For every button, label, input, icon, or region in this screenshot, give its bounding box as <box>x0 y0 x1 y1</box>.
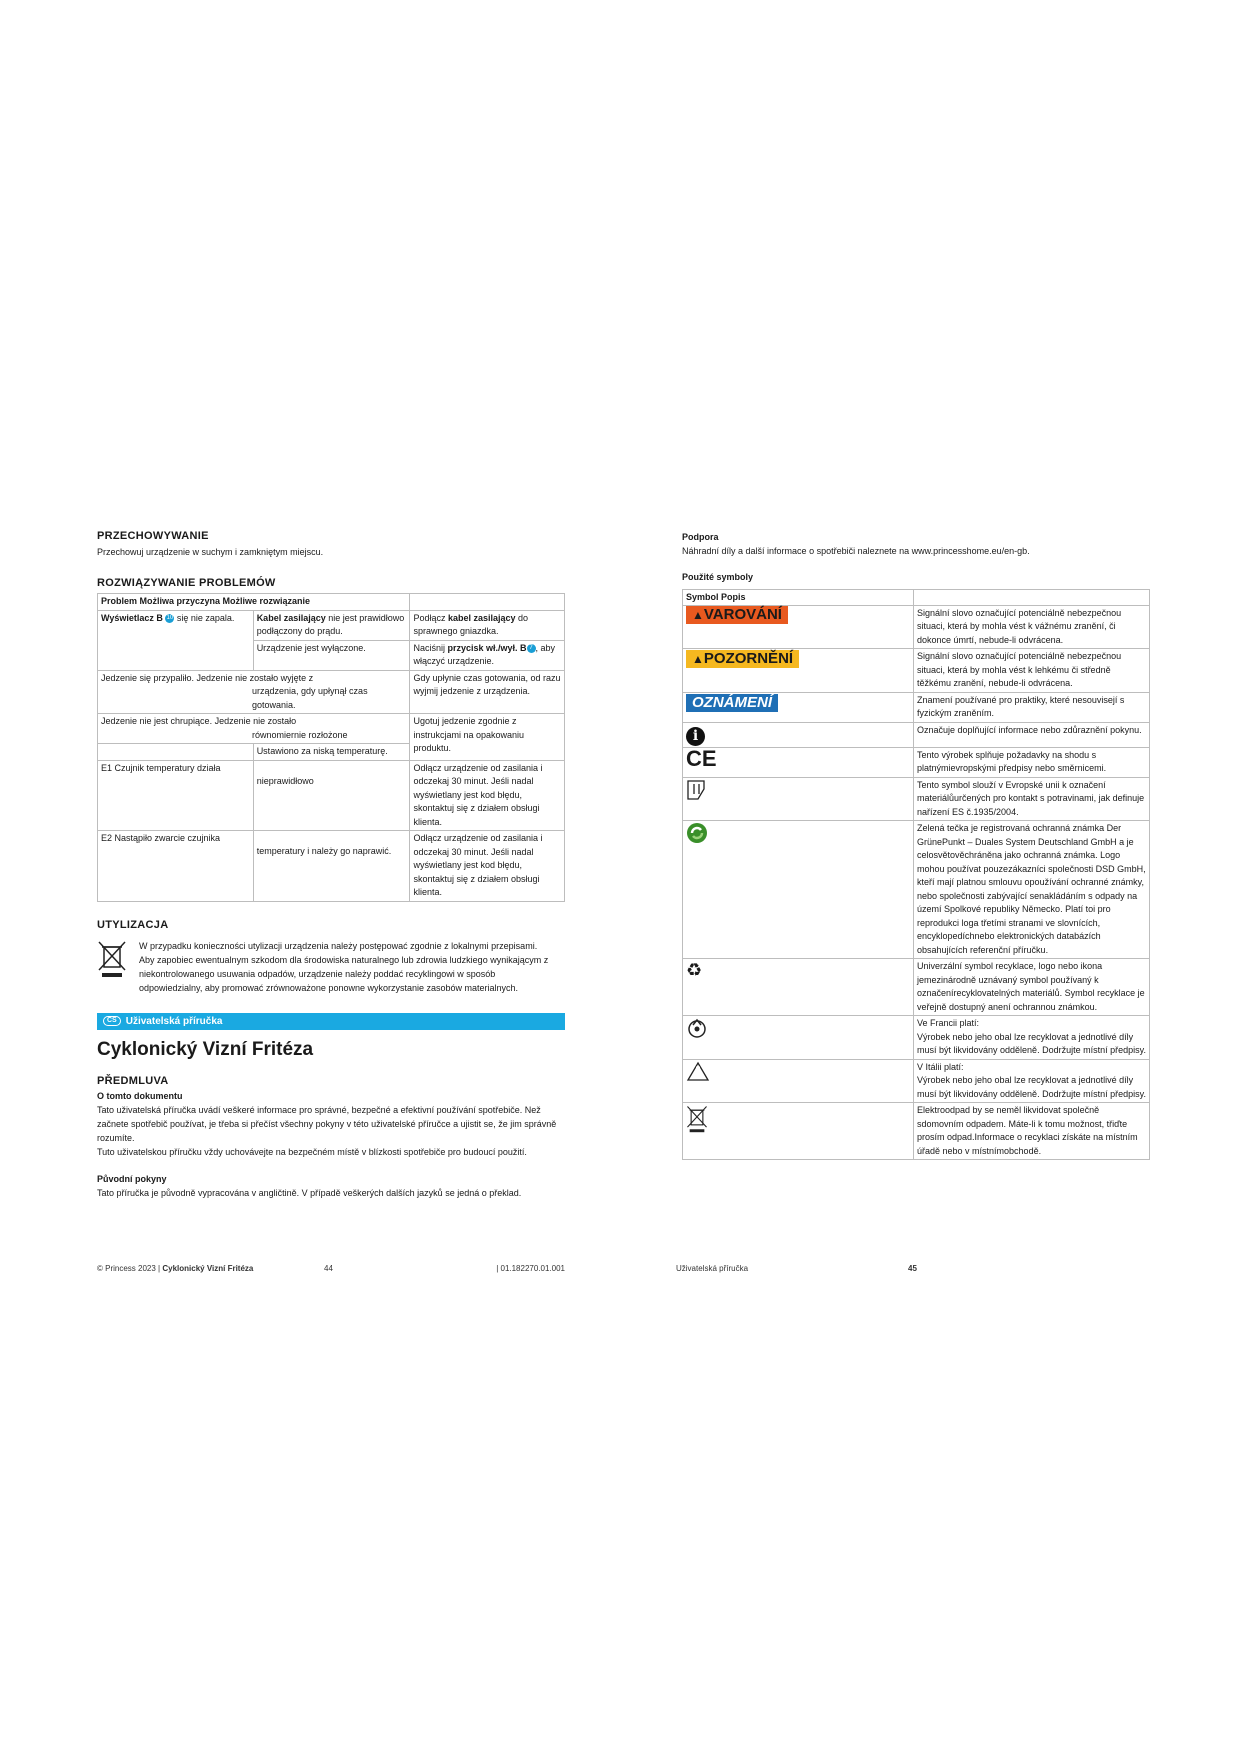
caution-signal-word: ▲POZORNĚNÍ <box>686 650 799 668</box>
table-row: ▲POZORNĚNÍ Signální slovo označující potenciálně nebezpečnou situaci, která by mohla vést k lehkému či středně těžkému zranění, nebude-li odvrácena. <box>683 649 1150 693</box>
support-heading: Podpora <box>682 532 719 542</box>
preface-heading: PŘEDMLUVA <box>97 1074 169 1087</box>
table-row <box>98 831 565 902</box>
table-row: Tento symbol slouží v Evropské unii k označení materiálůurčených pro kontakt s potravinami, jak definuje nařízení ES č.1935/2004. <box>683 777 1150 821</box>
troubleshooting-heading: ROZWIĄZYWANIE PROBLEMÓW <box>97 577 276 589</box>
green-dot-icon <box>686 822 708 844</box>
symbols-heading: Použité symboly <box>682 572 754 582</box>
support-text: Náhradní díly a další informace o spotřebiči naleznete na www.princesshome.eu/en-gb. <box>682 546 1030 556</box>
table-row: CE Tento výrobek splňuje požadavky na shodu s platnýmievropskými předpisy nebo směrnicemi. <box>683 747 1150 777</box>
preface-subheading: O tomto dokumentu <box>97 1090 183 1101</box>
right-page <box>682 530 1150 1160</box>
symbols-table <box>682 589 1150 1160</box>
page-number: 45 <box>908 1264 917 1273</box>
ce-mark-icon: CE <box>686 745 717 771</box>
table-row: Ve Francii platí: Výrobek nebo jeho obal lze recyklovat a jednotlivé díly musí být likvidovány odděleně. Dodržujte místní předpisy. <box>683 1016 1150 1060</box>
storage-text: Przechowuj urządzenie w suchym i zamkniętym miejscu. <box>97 547 324 557</box>
warning-signal-word: ▲VAROVÁNÍ <box>686 606 788 624</box>
banner-label: Uživatelská příručka <box>125 1015 223 1027</box>
table-row <box>98 714 565 744</box>
cause-cell: Kabel zasilający nie jest prawidłowo podłączony do prądu. <box>253 610 410 640</box>
problem-cell: E1 Czujnik temperatury działa <box>98 760 254 831</box>
page-number: 44 <box>324 1264 333 1273</box>
language-banner <box>97 1013 565 1030</box>
disposal-text: W przypadku konieczności utylizacji urządzenia należy postępować zgodnie z lokalnymi przepisami. Aby zapobiec ewentualnym szkodom dla środowiska naturalnego lub zdrowia ludzkiego wynikającym z niekontrolowanego usuwania odpadów, urządzenie należy poddać recyklingowi w sposób odpowiedzialny, aby promować zrównoważone ponowne wykorzystanie zasobów materialnych. <box>139 940 549 993</box>
button-marker-icon: 10 <box>166 614 174 621</box>
info-icon: i <box>686 727 705 746</box>
original-instructions-heading: Původní pokyny <box>97 1173 167 1184</box>
storage-heading: PRZECHOWYWANIE <box>97 530 209 542</box>
table-row: ♻ Univerzální symbol recyklace, logo nebo ikona jemezinárodně uznávaný symbol používaný k označenírecyklovatelných materiálů. Symbol recyklace je veřejně dostupný anení ochrannou známkou. <box>683 959 1150 1016</box>
weee-bin-icon <box>97 939 139 995</box>
problem-cell: Wyświetlacz B 10 się nie zapala. <box>98 610 254 670</box>
left-page <box>97 530 565 1200</box>
table-header-row <box>98 594 565 611</box>
language-badge: CS <box>103 1016 121 1026</box>
solution-cell: Gdy upłynie czas gotowania, od razu wyjmij jedzenie z urządzenia. <box>410 670 565 714</box>
notice-signal-word: OZNÁMENÍ <box>686 694 778 712</box>
original-instructions-text: Tato příručka je původně vypracována v angličtině. V případě veškerých dalších jazyků se jedná o překlad. <box>97 1187 522 1198</box>
table-row <box>98 670 565 714</box>
preface-paragraph: Tuto uživatelskou příručku vždy uchovávejte na bezpečném místě v blízkosti spotřebiče pro budoucí použití. <box>97 1146 527 1157</box>
page-title: Cyklonický Vizní Fritéza <box>97 1038 314 1060</box>
disposal-block <box>97 939 565 995</box>
problem-cell: E2 Nastąpiło zwarcie czujnika <box>98 831 254 902</box>
triman-icon <box>686 1017 708 1039</box>
problem-cell: Jedzenie nie jest chrupiące. Jedzenie nie zostało równomiernie rozłożone <box>98 714 410 744</box>
disposal-heading: UTYLIZACJA <box>97 918 169 931</box>
table-row: i Označuje doplňující informace nebo zdůraznění pokynu. <box>683 722 1150 747</box>
table-row: ▲VAROVÁNÍ Signální slovo označující potenciálně nebezpečnou situaci, která by mohla vést k vážnému zranění, či dokonce úmrtí, nebude-li odvrácena. <box>683 605 1150 649</box>
troubleshooting-table <box>97 593 565 902</box>
solution-cell: Odłącz urządzenie od zasilania i odczekaj 30 minut. Jeśli nadal wyświetlany jest kod błędu, skontaktuj się z działem obsługi klienta. <box>410 760 565 831</box>
right-footer: Uživatelská příručka 45 <box>676 1264 917 1273</box>
cause-cell: Ustawiono za niską temperaturę. <box>253 744 410 761</box>
table-row: Zelená tečka je registrovaná ochranná známka Der GrünePunkt – Duales System Deutschland GmbH a je celosvětověchráněna jako ochranná známka. Logo mohou používat pouzezákazníci společnosti DSD GmbH, kteří mají platnou smlouvu opoužívání ochranné známky, nebo společnosti zabývající senakládáním s odpady na území Spolkové republiky Německo. Platí toi pro reprodukci loga třetími stranami ve slovnících, encyklopedíchnebo elektronických databázích obsahujících referenční příručku. <box>683 821 1150 959</box>
table-row <box>98 610 565 640</box>
button-marker-icon: 7 <box>527 644 536 653</box>
table-row: V Itálii platí: Výrobek nebo jeho obal lze recyklovat a jednotlivé díly musí být likvidovány odděleně. Dodržujte místní předpisy. <box>683 1059 1150 1103</box>
table-row: OZNÁMENÍ Znamení používané pro praktiky, které nesouvisejí s fyzickým zraněním. <box>683 692 1150 722</box>
document-code: | 01.182270.01.001 <box>496 1264 565 1273</box>
recycle-icon: ♻ <box>686 960 703 980</box>
solution-cell: Ugotuj jedzenie zgodnie z instrukcjami na opakowaniu produktu. <box>410 714 565 761</box>
solution-cell: Naciśnij przycisk wł./wył. B 7 , aby włączyć urządzenie. <box>410 640 565 670</box>
preface-paragraph: Tato uživatelská příručka uvádí veškeré informace pro správné, bezpečné a efektivní používání spotřebiče. Než začnete spotřebič používat, je třeba si přečíst všechny pokyny v této uživatelské příručce a ujistit se, že jim správně rozumíte. <box>97 1104 557 1143</box>
table-header: Symbol Popis <box>683 590 914 606</box>
cause-cell: nieprawidłowo <box>253 760 410 831</box>
problem-cell: Jedzenie się przypaliło. Jedzenie nie zostało wyjęte z urządzenia, gdy upłynął czas gotowania. <box>98 670 410 714</box>
solution-cell: Podłącz kabel zasilający do sprawnego gniazdka. <box>410 610 565 640</box>
food-contact-icon <box>686 779 708 803</box>
left-footer: © Princess 2023 | Cyklonický Vizní Fritéza 44 | 01.182270.01.001 <box>97 1264 565 1273</box>
weee-bin-icon <box>686 1104 708 1134</box>
table-row: Elektroodpad by se neměl likvidovat společně sdomovním odpadem. Máte-li k tomu možnost, třiďte prosím odpad.Informace o recyklaci získáte na místním úřadě nebo v místnímobchodě. <box>683 1103 1150 1160</box>
table-header-row <box>683 590 1150 606</box>
recycle-triangle-icon <box>686 1061 710 1083</box>
table-header: Problem Możliwa przyczyna Możliwe rozwiązanie <box>98 594 410 611</box>
table-row <box>98 760 565 831</box>
solution-cell: Odłącz urządzenie od zasilania i odczekaj 30 minut. Jeśli nadal wyświetlany jest kod błędu, skontaktuj się z działem obsługi klienta. <box>410 831 565 902</box>
cause-cell: temperatury i należy go naprawić. <box>253 831 410 902</box>
cause-cell: Urządzenie jest wyłączone. <box>253 640 410 670</box>
